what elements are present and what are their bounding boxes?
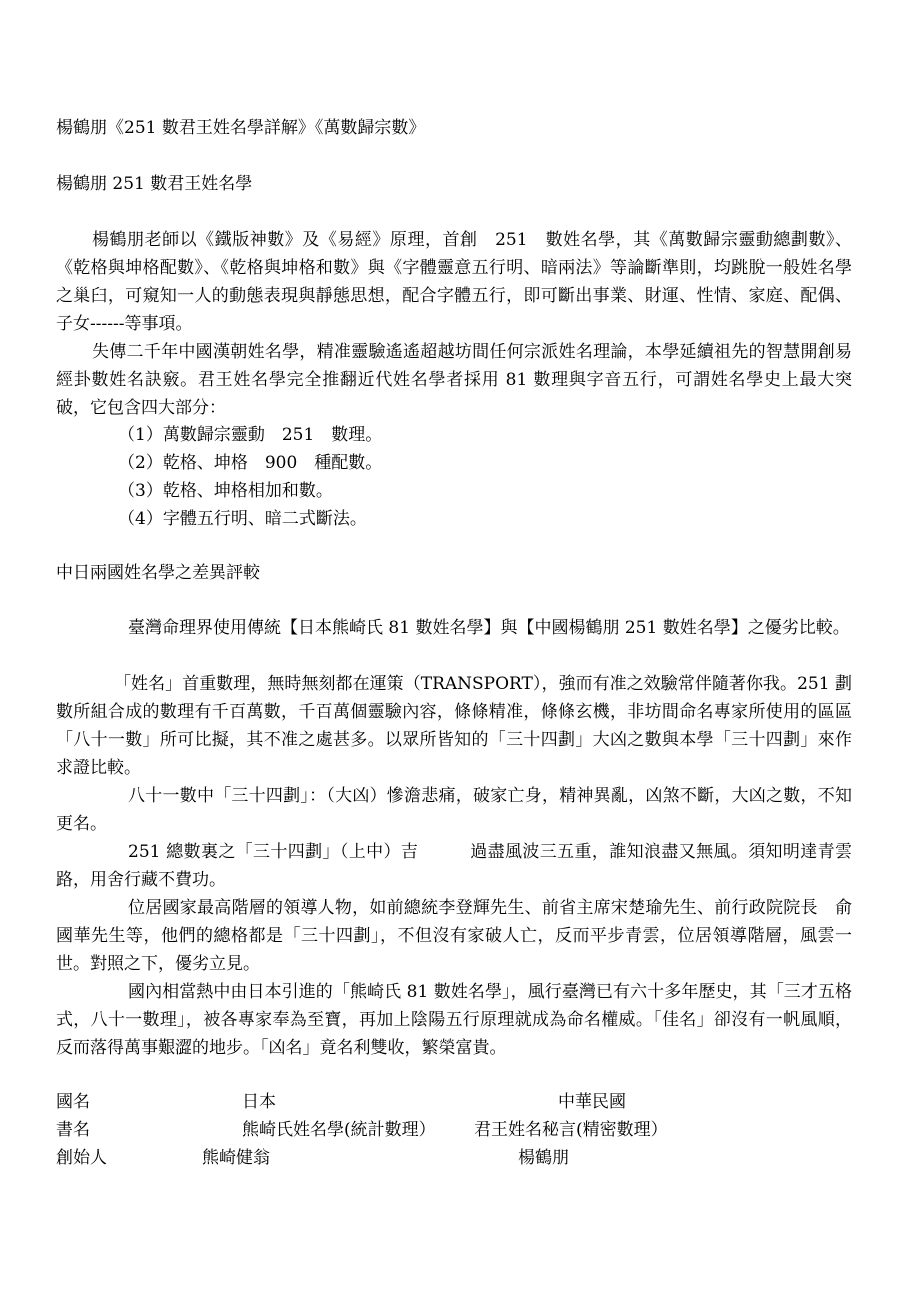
table-cell-china: 楊鶴朋	[518, 1148, 569, 1168]
table-row-label: 國名	[56, 1092, 90, 1112]
table-row	[56, 1116, 852, 1144]
list-item: （1）萬數歸宗靈動 251 數理。	[118, 425, 383, 445]
section2-paragraph-2: 「姓名」首重數理，無時無刻都在運策（TRANSPORT），強而有准之效驗常伴隨著你我。251 劃數所組合成的數理有千百萬數，千百萬個靈驗內容，條條精准，條條玄機，非坊間命名專家所使用的區區「八十一數」所可比擬，其不准之處甚多。以眾所皆知的「三十四劃」大凶之數與本學「三十四劃」來作求證比較。	[56, 674, 852, 778]
table-cell-china: 君王姓名秘言(精密數理）	[474, 1120, 668, 1140]
comparison-table	[56, 1088, 852, 1172]
section2-paragraph-5: 位居國家最高階層的領導人物，如前總統李登輝先生、前省主席宋楚瑜先生、前行政院院長 俞國華先生等，他們的總格都是「三十四劃」，不但沒有家破人亡，反而平步青雲，位居領導階層，風雲一世。對照之下，優劣立見。	[56, 898, 852, 974]
section2-paragraph-6: 國內相當熱中由日本引進的「熊崎氏 81 數姓名學」，風行臺灣已有六十多年歷史，其「三才五格式，八十一數理」，被各專家奉為至寶，再加上陰陽五行原理就成為命名權威。「佳名」卻沒有一帆風順，反而落得萬事艱澀的地步。「凶名」竟名利雙收，繁榮富貴。	[56, 982, 852, 1058]
table-cell-japan: 熊崎氏姓名學(統計數理）	[242, 1120, 436, 1140]
table-cell-japan: 日本	[242, 1092, 276, 1112]
table-row-label: 創始人	[56, 1148, 107, 1168]
section1-list	[118, 421, 382, 533]
list-item: （3）乾格、坤格相加和數。	[118, 481, 333, 501]
list-item: （4）字體五行明、暗二式斷法。	[118, 509, 367, 529]
table-row	[56, 1088, 852, 1116]
section2-paragraph-3: 八十一數中「三十四劃」：（大凶）慘澹悲痛，破家亡身，精神異亂，凶煞不斷，大凶之數，不知更名。	[56, 786, 852, 834]
section1-paragraph-2: 失傳二千年中國漢朝姓名學，精准靈驗遙遙超越坊間任何宗派姓名理論，本學延續祖先的智慧開創易經卦數姓名訣竅。君王姓名學完全推翻近代姓名學者採用 81 數理與字音五行，可謂姓名學史上最大突破，它包含四大部分：	[56, 342, 852, 418]
section2-paragraph-4: 251 總數裏之「三十四劃」（上中）吉 過盡風波三五重，誰知浪盡又無風。須知明達青雲路，用舍行藏不費功。	[56, 842, 852, 890]
section2-paragraph-1: 臺灣命理界使用傳統【日本熊崎氏 81 數姓名學】與【中國楊鶴朋 251 數姓名學】之優劣比較。	[128, 618, 850, 638]
section2-heading: 中日兩國姓名學之差異評較	[56, 563, 260, 583]
list-item: （2）乾格、坤格 900 種配數。	[118, 453, 383, 473]
section1-paragraph-1: 楊鶴朋老師以《鐵版神數》及《易經》原理，首創 251 數姓名學，其《萬數歸宗靈動總劃數》、《乾格與坤格配數》、《乾格與坤格和數》與《字體靈意五行明、暗兩法》等論斷準則，均跳脫一般姓名學之巢臼，可窺知一人的動態表現與靜態思想，配合字體五行，即可斷出事業、財運、性情、家庭、配偶、子女------等事項。	[56, 230, 852, 334]
table-cell-china: 中華民國	[558, 1092, 626, 1112]
table-row	[56, 1144, 852, 1172]
document-title: 楊鶴朋《251 數君王姓名學詳解》《萬數歸宗數》	[56, 118, 426, 138]
section1-heading: 楊鶴朋 251 數君王姓名學	[56, 174, 253, 194]
table-cell-japan: 熊崎健翁	[202, 1148, 270, 1168]
table-row-label: 書名	[56, 1120, 90, 1140]
